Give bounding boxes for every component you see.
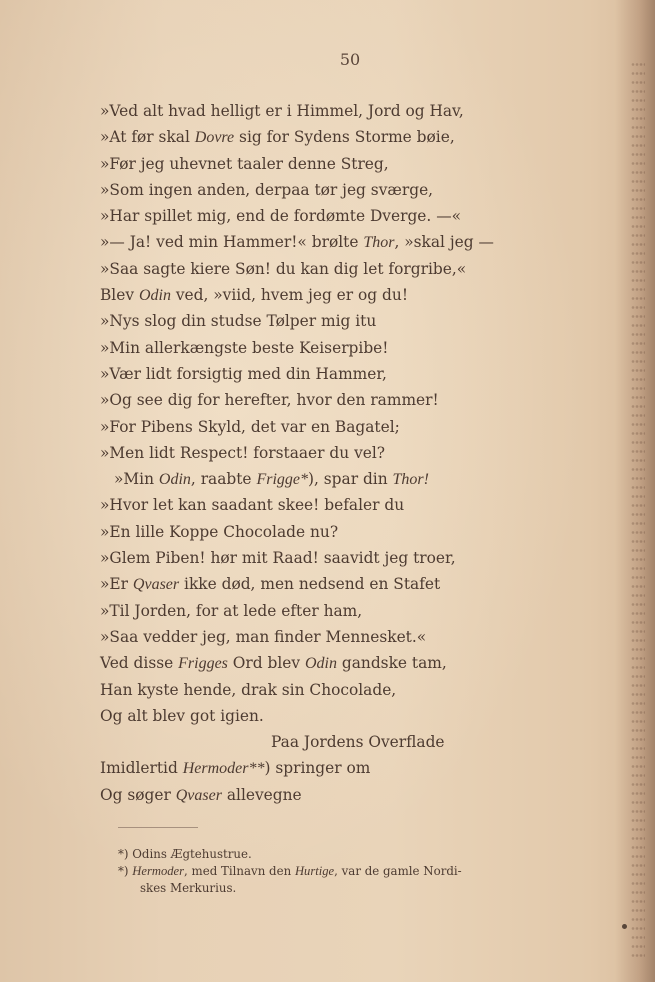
verse-line <box>100 124 620 150</box>
text-run: »For Pibens Skyld, det var en Bagatel; <box>100 417 400 436</box>
text-run: gandske tam, <box>337 654 447 673</box>
verse-line <box>100 203 620 229</box>
verse-line <box>100 782 620 808</box>
italic-name: Hermoder <box>132 864 185 878</box>
text-run: ) springer om <box>264 759 371 778</box>
text-run: ved, »viid, hvem jeg er og du! <box>170 286 409 305</box>
verse-line <box>100 729 620 755</box>
italic-name: Dovre <box>194 129 235 147</box>
text-run: Og søger <box>100 785 176 804</box>
text-run: Ved disse <box>100 654 179 673</box>
verse-line <box>100 703 620 729</box>
text-run: »Som ingen anden, derpaa tør jeg sværge, <box>100 180 434 199</box>
poem-text <box>100 98 620 808</box>
italic-name: Hurtige <box>294 864 335 878</box>
text-run: Imidlertid <box>100 759 183 778</box>
italic-name: Odin <box>158 471 191 489</box>
footnote-marker: *) <box>118 847 129 861</box>
verse-line <box>100 571 620 597</box>
footnotes <box>118 846 608 897</box>
verse-line <box>100 387 620 413</box>
text-run: »En lille Koppe Chocolade nu? <box>100 522 339 541</box>
text-run: »Nys slog din studse Tølper mig itu <box>100 312 377 331</box>
text-run: »Til Jorden, for at lede efter ham, <box>100 601 363 620</box>
italic-name: Frigge* <box>256 471 308 489</box>
verse-line <box>100 256 620 282</box>
text-run: , »skal jeg — <box>394 233 494 252</box>
verse-line <box>100 650 620 676</box>
page-edge-texture <box>631 60 645 960</box>
text-run: , raabte <box>190 470 257 489</box>
text-run: »Men lidt Respect! forstaaer du vel? <box>100 443 386 462</box>
verse-line <box>100 335 620 361</box>
text-run: sig for Sydens Storme bøie, <box>234 128 455 147</box>
text-run: »Min <box>114 470 159 489</box>
footnote-continuation: skes Merkurius. <box>140 881 237 895</box>
text-run: »Før jeg uhevnet taaler denne Streg, <box>100 154 389 173</box>
page-number: 50 <box>339 50 361 69</box>
italic-name: Hermoder** <box>182 760 265 778</box>
verse-line <box>100 677 620 703</box>
verse-line <box>100 177 620 203</box>
text-run: »Saa sagte kiere Søn! du kan dig let forgribe,« <box>100 259 467 278</box>
footnote <box>118 863 608 880</box>
footnote <box>118 846 608 863</box>
verse-line <box>100 308 620 334</box>
text-run: »Ved alt hvad helligt er i Himmel, Jord og Hav, <box>100 102 464 120</box>
verse-line <box>100 519 620 545</box>
verse-line <box>100 98 620 124</box>
italic-name: Frigges <box>178 655 228 673</box>
text-run: Han kyste hende, drak sin Chocolade, <box>100 680 397 699</box>
verse-line <box>100 598 620 624</box>
text-run: ), spar din <box>307 470 393 489</box>
footnote-divider <box>118 827 198 828</box>
text-run: Paa Jordens Overflade <box>271 733 445 752</box>
text-run: ikke død, men nedsend en Stafet <box>179 575 441 594</box>
italic-name: Qvaser <box>175 786 222 804</box>
italic-name: Thor! <box>392 471 429 489</box>
text-run: Blev <box>100 286 139 305</box>
verse-line <box>100 361 620 387</box>
text-run: Ord blev <box>227 654 305 673</box>
italic-name: Thor <box>363 234 395 252</box>
text-run: »— Ja! ved min Hammer!« brølte <box>100 233 364 252</box>
text-run: , var de gamle Nordi- <box>334 864 462 878</box>
verse-line <box>100 755 620 781</box>
text-run: allevegne <box>221 785 302 804</box>
text-run: , med Tilnavn den <box>184 864 295 878</box>
text-run: Odins Ægtehustrue. <box>128 847 252 861</box>
text-run: »Er <box>100 575 133 594</box>
text-run: »At før skal <box>100 128 195 147</box>
text-run: »Vær lidt forsigtig med din Hammer, <box>100 364 387 383</box>
footnote-marker: *) <box>118 864 129 878</box>
italic-name: Odin <box>305 655 337 673</box>
verse-line <box>100 151 620 177</box>
italic-name: Qvaser <box>132 576 180 594</box>
text-run: »Min allerkængste beste Keiserpibe! <box>100 338 389 357</box>
verse-line <box>100 414 620 440</box>
verse-line <box>100 229 620 255</box>
italic-name: Odin <box>138 287 171 305</box>
text-run: »Hvor let kan saadant skee! befaler du <box>100 496 405 515</box>
ink-speck <box>622 924 627 929</box>
text-run: »Saa vedder jeg, man finder Mennesket.« <box>100 627 427 646</box>
verse-line <box>100 466 620 492</box>
text-run: Og alt blev got igien. <box>100 706 264 725</box>
verse-line <box>100 282 620 308</box>
verse-line <box>100 624 620 650</box>
text-run: »Har spillet mig, end de fordømte Dverge. —« <box>100 207 462 226</box>
text-run: »Glem Piben! hør mit Raad! saavidt jeg troer, <box>100 549 456 568</box>
verse-line <box>100 440 620 466</box>
verse-line <box>100 545 620 571</box>
text-run: »Og see dig for herefter, hvor den rammer! <box>100 391 439 410</box>
verse-line <box>100 492 620 518</box>
